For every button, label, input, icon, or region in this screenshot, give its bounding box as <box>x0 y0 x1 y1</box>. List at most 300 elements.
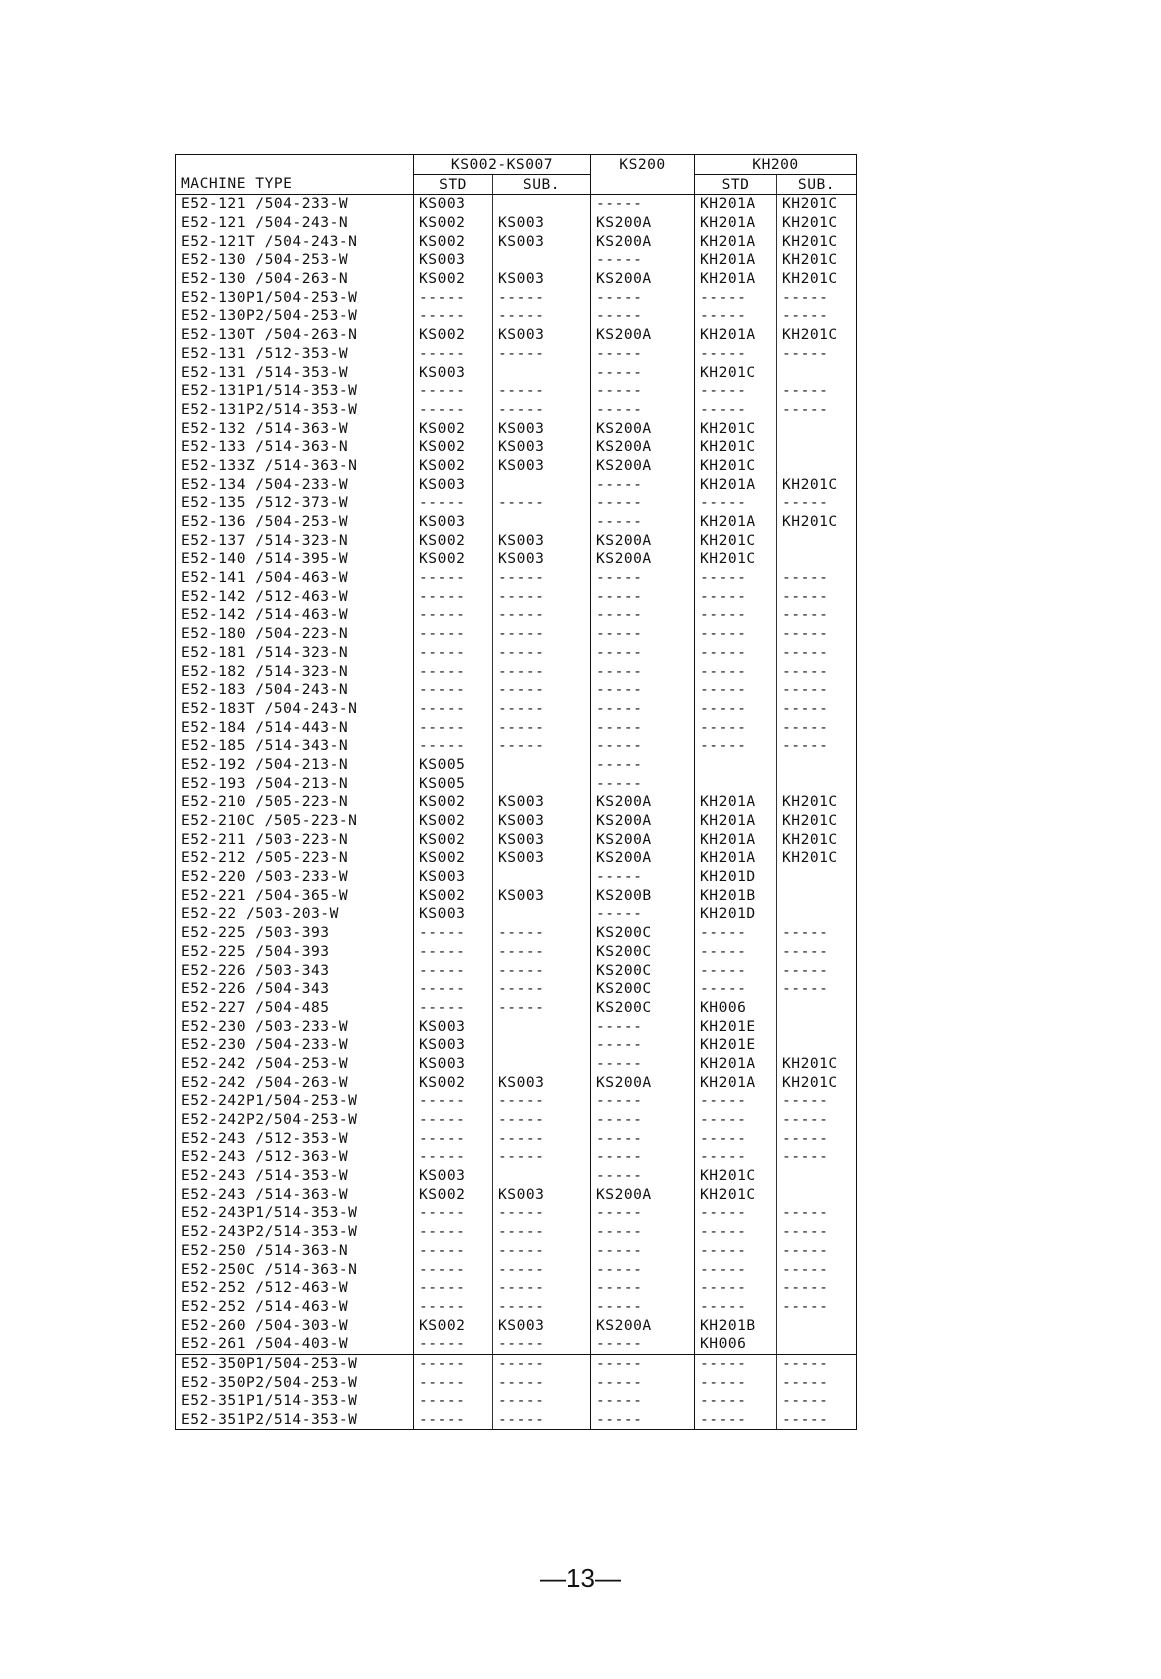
cell-sub-a: ----- <box>493 718 591 737</box>
cell-machine-type: E52-242 /504-253-W <box>176 1055 414 1074</box>
table-row <box>176 401 857 420</box>
cell-ks200: ----- <box>591 868 695 887</box>
cell-std-k: ----- <box>695 1111 777 1130</box>
cell-machine-type: E52-134 /504-233-W <box>176 475 414 494</box>
cell-std-a: KS003 <box>414 905 493 924</box>
cell-std-k: KH201C <box>695 438 777 457</box>
cell-ks200: KS200C <box>591 924 695 943</box>
cell-ks200: KS200C <box>591 999 695 1018</box>
cell-std-k: KH201C <box>695 550 777 569</box>
cell-std-k: KH201E <box>695 1036 777 1055</box>
cell-std-k: ----- <box>695 1204 777 1223</box>
cell-std-a: KS003 <box>414 868 493 887</box>
cell-std-k: ----- <box>695 1260 777 1279</box>
table-row <box>176 438 857 457</box>
cell-sub-k: ----- <box>777 1373 857 1392</box>
cell-sub-a <box>493 1036 591 1055</box>
cell-ks200: ----- <box>591 1335 695 1354</box>
cell-std-k: ----- <box>695 700 777 719</box>
cell-std-k: ----- <box>695 307 777 326</box>
cell-sub-k <box>777 1335 857 1354</box>
cell-std-k: ----- <box>695 943 777 962</box>
cell-ks200: ----- <box>591 1223 695 1242</box>
cell-machine-type: E52-226 /503-343 <box>176 961 414 980</box>
cell-std-k: KH201A <box>695 326 777 345</box>
cell-sub-a: KS003 <box>493 1316 591 1335</box>
cell-sub-a: ----- <box>493 307 591 326</box>
cell-sub-a: ----- <box>493 1260 591 1279</box>
table-row <box>176 681 857 700</box>
cell-sub-k <box>777 438 857 457</box>
cell-sub-k: ----- <box>777 1129 857 1148</box>
cell-std-k: KH201A <box>695 251 777 270</box>
cell-ks200: ----- <box>591 1167 695 1186</box>
cell-machine-type: E52-131P2/514-353-W <box>176 401 414 420</box>
cell-std-a: ----- <box>414 494 493 513</box>
cell-std-k: KH006 <box>695 999 777 1018</box>
table-row <box>176 999 857 1018</box>
table-row <box>176 1260 857 1279</box>
cell-sub-k: ----- <box>777 1204 857 1223</box>
cell-std-k: KH201A <box>695 513 777 532</box>
cell-sub-a: KS003 <box>493 793 591 812</box>
cell-machine-type: E52-131 /514-353-W <box>176 363 414 382</box>
cell-ks200: ----- <box>591 363 695 382</box>
cell-sub-a: KS003 <box>493 849 591 868</box>
cell-sub-k: ----- <box>777 943 857 962</box>
cell-sub-a: ----- <box>493 943 591 962</box>
cell-std-a: KS003 <box>414 1036 493 1055</box>
cell-sub-a: ----- <box>493 1279 591 1298</box>
cell-ks200: ----- <box>591 606 695 625</box>
table-row <box>176 232 857 251</box>
header-sub-k: SUB. <box>777 175 857 195</box>
cell-ks200: ----- <box>591 1411 695 1430</box>
table-row <box>176 644 857 663</box>
cell-machine-type: E52-132 /514-363-W <box>176 419 414 438</box>
cell-std-a: ----- <box>414 569 493 588</box>
cell-sub-a: ----- <box>493 1335 591 1354</box>
page-number: —13— <box>540 1563 621 1593</box>
cell-ks200: ----- <box>591 382 695 401</box>
cell-std-a: ----- <box>414 1279 493 1298</box>
cell-std-a: ----- <box>414 587 493 606</box>
cell-sub-k: KH201C <box>777 1055 857 1074</box>
cell-std-a: KS002 <box>414 1073 493 1092</box>
table-row <box>176 1411 857 1430</box>
header-group-ks200: KS200 <box>591 155 695 175</box>
cell-ks200: ----- <box>591 569 695 588</box>
table-row <box>176 905 857 924</box>
table-row <box>176 774 857 793</box>
cell-sub-a: ----- <box>493 401 591 420</box>
cell-machine-type: E52-182 /514-323-N <box>176 662 414 681</box>
table-row <box>176 606 857 625</box>
cell-ks200: ----- <box>591 1298 695 1317</box>
cell-sub-k: KH201C <box>777 1073 857 1092</box>
cell-std-a: ----- <box>414 999 493 1018</box>
cell-machine-type: E52-230 /504-233-W <box>176 1036 414 1055</box>
cell-sub-a: KS003 <box>493 886 591 905</box>
cell-std-a: KS003 <box>414 513 493 532</box>
cell-std-a: ----- <box>414 700 493 719</box>
cell-ks200: KS200A <box>591 793 695 812</box>
header-blank <box>176 155 414 175</box>
header-std-k: STD <box>695 175 777 195</box>
cell-sub-a: ----- <box>493 1411 591 1430</box>
table-row <box>176 363 857 382</box>
cell-sub-k: ----- <box>777 1148 857 1167</box>
cell-sub-a: ----- <box>493 1392 591 1411</box>
header-group-kh200: KH200 <box>695 155 857 175</box>
cell-std-k: ----- <box>695 924 777 943</box>
cell-std-a: ----- <box>414 1148 493 1167</box>
cell-sub-k <box>777 550 857 569</box>
cell-sub-a <box>493 774 591 793</box>
table-row <box>176 1185 857 1204</box>
cell-ks200: ----- <box>591 625 695 644</box>
cell-ks200: ----- <box>591 288 695 307</box>
cell-ks200: ----- <box>591 1111 695 1130</box>
cell-std-k: ----- <box>695 980 777 999</box>
cell-sub-a: ----- <box>493 1354 591 1373</box>
cell-sub-a: ----- <box>493 924 591 943</box>
cell-std-a: KS002 <box>414 793 493 812</box>
cell-machine-type: E52-130T /504-263-N <box>176 326 414 345</box>
table-body <box>176 195 857 1430</box>
cell-sub-k <box>777 457 857 476</box>
cell-ks200: ----- <box>591 1204 695 1223</box>
table-row <box>176 195 857 214</box>
cell-ks200: ----- <box>591 251 695 270</box>
cell-machine-type: E52-210 /505-223-N <box>176 793 414 812</box>
cell-std-k: KH201A <box>695 475 777 494</box>
cell-machine-type: E52-243 /514-353-W <box>176 1167 414 1186</box>
table-row <box>176 1298 857 1317</box>
cell-std-k: KH201A <box>695 1055 777 1074</box>
header-row-groups <box>176 155 857 175</box>
cell-std-a: ----- <box>414 1392 493 1411</box>
header-machine-type: MACHINE TYPE <box>176 175 414 195</box>
cell-sub-k: ----- <box>777 1392 857 1411</box>
cell-sub-k: ----- <box>777 662 857 681</box>
cell-sub-k: KH201C <box>777 232 857 251</box>
cell-sub-a: KS003 <box>493 419 591 438</box>
cell-std-a: KS002 <box>414 214 493 233</box>
cell-sub-k <box>777 905 857 924</box>
cell-machine-type: E52-181 /514-323-N <box>176 644 414 663</box>
cell-sub-k <box>777 1167 857 1186</box>
cell-std-k: ----- <box>695 1298 777 1317</box>
cell-std-a: KS002 <box>414 419 493 438</box>
cell-ks200: KS200C <box>591 980 695 999</box>
table-row <box>176 307 857 326</box>
table-row <box>176 812 857 831</box>
cell-sub-a: KS003 <box>493 326 591 345</box>
cell-ks200: KS200A <box>591 531 695 550</box>
cell-ks200: ----- <box>591 1392 695 1411</box>
cell-sub-k: ----- <box>777 288 857 307</box>
cell-sub-a: ----- <box>493 345 591 364</box>
cell-std-k: ----- <box>695 288 777 307</box>
cell-ks200: KS200A <box>591 1185 695 1204</box>
cell-sub-a <box>493 363 591 382</box>
cell-sub-a <box>493 195 591 214</box>
table-row <box>176 1017 857 1036</box>
cell-std-k: KH201A <box>695 195 777 214</box>
cell-std-a: ----- <box>414 625 493 644</box>
cell-sub-k <box>777 886 857 905</box>
cell-machine-type: E52-243 /512-363-W <box>176 1148 414 1167</box>
cell-machine-type: E52-133Z /514-363-N <box>176 457 414 476</box>
cell-machine-type: E52-135 /512-373-W <box>176 494 414 513</box>
machine-parts-table <box>175 154 857 1430</box>
table-row <box>176 886 857 905</box>
cell-std-k: ----- <box>695 382 777 401</box>
table-row <box>176 849 857 868</box>
cell-machine-type: E52-121 /504-243-N <box>176 214 414 233</box>
cell-machine-type: E52-242 /504-263-W <box>176 1073 414 1092</box>
cell-ks200: ----- <box>591 345 695 364</box>
table-row <box>176 756 857 775</box>
cell-sub-a: KS003 <box>493 457 591 476</box>
cell-std-a: ----- <box>414 980 493 999</box>
cell-ks200: KS200A <box>591 812 695 831</box>
cell-ks200: ----- <box>591 662 695 681</box>
cell-std-k: ----- <box>695 737 777 756</box>
cell-machine-type: E52-230 /503-233-W <box>176 1017 414 1036</box>
cell-machine-type: E52-350P1/504-253-W <box>176 1354 414 1373</box>
cell-std-k: KH201A <box>695 232 777 251</box>
cell-std-a: KS003 <box>414 1167 493 1186</box>
cell-ks200: KS200A <box>591 438 695 457</box>
cell-std-a: ----- <box>414 961 493 980</box>
cell-sub-a <box>493 756 591 775</box>
cell-sub-k: ----- <box>777 569 857 588</box>
cell-machine-type: E52-121T /504-243-N <box>176 232 414 251</box>
cell-machine-type: E52-220 /503-233-W <box>176 868 414 887</box>
cell-std-k: ----- <box>695 662 777 681</box>
cell-std-k: ----- <box>695 587 777 606</box>
cell-ks200: KS200A <box>591 1316 695 1335</box>
cell-ks200: KS200A <box>591 830 695 849</box>
cell-std-a: KS002 <box>414 270 493 289</box>
cell-std-a: ----- <box>414 1260 493 1279</box>
table-row <box>176 531 857 550</box>
cell-std-a: ----- <box>414 644 493 663</box>
cell-std-a: ----- <box>414 1111 493 1130</box>
cell-sub-a: ----- <box>493 1298 591 1317</box>
cell-std-k: KH201A <box>695 214 777 233</box>
cell-std-k: ----- <box>695 1411 777 1430</box>
cell-ks200: KS200A <box>591 270 695 289</box>
table-row <box>176 1129 857 1148</box>
cell-machine-type: E52-141 /504-463-W <box>176 569 414 588</box>
cell-machine-type: E52-243 /512-353-W <box>176 1129 414 1148</box>
cell-std-a: ----- <box>414 718 493 737</box>
cell-std-k: ----- <box>695 1392 777 1411</box>
cell-sub-a: ----- <box>493 999 591 1018</box>
table-row <box>176 625 857 644</box>
cell-sub-a: ----- <box>493 961 591 980</box>
cell-std-a: ----- <box>414 737 493 756</box>
table-row <box>176 1223 857 1242</box>
cell-std-a: KS002 <box>414 326 493 345</box>
cell-std-a: ----- <box>414 1411 493 1430</box>
cell-sub-k <box>777 1316 857 1335</box>
cell-machine-type: E52-211 /503-223-N <box>176 830 414 849</box>
cell-std-k: KH201E <box>695 1017 777 1036</box>
table-row <box>176 214 857 233</box>
cell-std-a: ----- <box>414 1242 493 1261</box>
cell-machine-type: E52-136 /504-253-W <box>176 513 414 532</box>
cell-ks200: ----- <box>591 1092 695 1111</box>
cell-std-k: KH201B <box>695 1316 777 1335</box>
cell-ks200: KS200C <box>591 961 695 980</box>
cell-sub-k: ----- <box>777 980 857 999</box>
cell-std-k: KH201B <box>695 886 777 905</box>
cell-machine-type: E52-350P2/504-253-W <box>176 1373 414 1392</box>
cell-std-a: KS002 <box>414 812 493 831</box>
cell-sub-a: KS003 <box>493 232 591 251</box>
cell-std-a: ----- <box>414 1204 493 1223</box>
header-sub-a: SUB. <box>493 175 591 195</box>
cell-std-a: ----- <box>414 1354 493 1373</box>
table-row <box>176 1279 857 1298</box>
cell-ks200: ----- <box>591 718 695 737</box>
cell-sub-a: KS003 <box>493 1073 591 1092</box>
cell-machine-type: E52-183T /504-243-N <box>176 700 414 719</box>
cell-std-a: KS002 <box>414 531 493 550</box>
cell-sub-k: ----- <box>777 307 857 326</box>
cell-ks200: ----- <box>591 1148 695 1167</box>
cell-std-a: KS002 <box>414 1316 493 1335</box>
cell-machine-type: E52-221 /504-365-W <box>176 886 414 905</box>
cell-sub-k: ----- <box>777 1279 857 1298</box>
cell-sub-a: ----- <box>493 606 591 625</box>
cell-ks200: KS200A <box>591 232 695 251</box>
table-row <box>176 1316 857 1335</box>
cell-sub-k <box>777 1017 857 1036</box>
cell-sub-a: ----- <box>493 288 591 307</box>
cell-std-k: ----- <box>695 345 777 364</box>
cell-machine-type: E52-193 /504-213-N <box>176 774 414 793</box>
cell-std-k: ----- <box>695 1223 777 1242</box>
cell-machine-type: E52-180 /504-223-N <box>176 625 414 644</box>
cell-std-a: ----- <box>414 1092 493 1111</box>
cell-std-k: ----- <box>695 681 777 700</box>
cell-std-a: KS005 <box>414 774 493 793</box>
cell-ks200: ----- <box>591 1279 695 1298</box>
cell-sub-a <box>493 1167 591 1186</box>
cell-machine-type: E52-130P2/504-253-W <box>176 307 414 326</box>
table-row <box>176 1148 857 1167</box>
cell-std-a: KS003 <box>414 1017 493 1036</box>
table-row <box>176 382 857 401</box>
cell-std-k <box>695 756 777 775</box>
header-ks200-blank <box>591 175 695 195</box>
table-row <box>176 1354 857 1373</box>
table-row <box>176 419 857 438</box>
cell-sub-a: KS003 <box>493 270 591 289</box>
cell-std-a: KS003 <box>414 195 493 214</box>
cell-std-a: KS005 <box>414 756 493 775</box>
cell-std-a: ----- <box>414 288 493 307</box>
header-std-a: STD <box>414 175 493 195</box>
cell-sub-a: ----- <box>493 625 591 644</box>
table-row <box>176 345 857 364</box>
cell-sub-a: ----- <box>493 1129 591 1148</box>
cell-std-k: KH201D <box>695 905 777 924</box>
cell-std-a: KS002 <box>414 886 493 905</box>
table-row <box>176 980 857 999</box>
cell-sub-a: ----- <box>493 587 591 606</box>
cell-ks200: ----- <box>591 475 695 494</box>
cell-machine-type: E52-242P2/504-253-W <box>176 1111 414 1130</box>
cell-sub-a: ----- <box>493 382 591 401</box>
cell-sub-k: KH201C <box>777 195 857 214</box>
table-row <box>176 1092 857 1111</box>
table-row <box>176 1335 857 1354</box>
cell-sub-a: KS003 <box>493 438 591 457</box>
cell-sub-k: ----- <box>777 1298 857 1317</box>
cell-std-k: KH006 <box>695 1335 777 1354</box>
cell-sub-a: ----- <box>493 1092 591 1111</box>
cell-sub-a: ----- <box>493 980 591 999</box>
table-row <box>176 924 857 943</box>
cell-std-k: ----- <box>695 718 777 737</box>
cell-sub-k: ----- <box>777 1092 857 1111</box>
table-row <box>176 251 857 270</box>
cell-machine-type: E52-252 /512-463-W <box>176 1279 414 1298</box>
cell-machine-type: E52-260 /504-303-W <box>176 1316 414 1335</box>
cell-machine-type: E52-131P1/514-353-W <box>176 382 414 401</box>
header-row-sub <box>176 175 857 195</box>
cell-std-a: KS003 <box>414 475 493 494</box>
cell-machine-type: E52-243P1/514-353-W <box>176 1204 414 1223</box>
cell-ks200: ----- <box>591 587 695 606</box>
cell-sub-a: ----- <box>493 737 591 756</box>
cell-sub-k: ----- <box>777 681 857 700</box>
table-row <box>176 1036 857 1055</box>
cell-std-a: ----- <box>414 1373 493 1392</box>
cell-sub-k: ----- <box>777 401 857 420</box>
cell-machine-type: E52-225 /504-393 <box>176 943 414 962</box>
cell-ks200: ----- <box>591 905 695 924</box>
cell-std-a: ----- <box>414 924 493 943</box>
cell-ks200: ----- <box>591 1036 695 1055</box>
cell-machine-type: E52-261 /504-403-W <box>176 1335 414 1354</box>
cell-std-a: ----- <box>414 382 493 401</box>
cell-std-k: KH201C <box>695 531 777 550</box>
cell-sub-k: KH201C <box>777 214 857 233</box>
cell-sub-k: ----- <box>777 961 857 980</box>
cell-sub-k <box>777 1036 857 1055</box>
cell-sub-k: ----- <box>777 644 857 663</box>
cell-ks200: ----- <box>591 1017 695 1036</box>
cell-sub-k: KH201C <box>777 251 857 270</box>
cell-ks200: KS200A <box>591 419 695 438</box>
cell-machine-type: E52-183 /504-243-N <box>176 681 414 700</box>
cell-sub-a: ----- <box>493 569 591 588</box>
cell-machine-type: E52-22 /503-203-W <box>176 905 414 924</box>
cell-sub-k: ----- <box>777 587 857 606</box>
cell-ks200: KS200A <box>591 550 695 569</box>
cell-sub-k: KH201C <box>777 475 857 494</box>
table-row <box>176 737 857 756</box>
cell-sub-k <box>777 999 857 1018</box>
table-row <box>176 494 857 513</box>
